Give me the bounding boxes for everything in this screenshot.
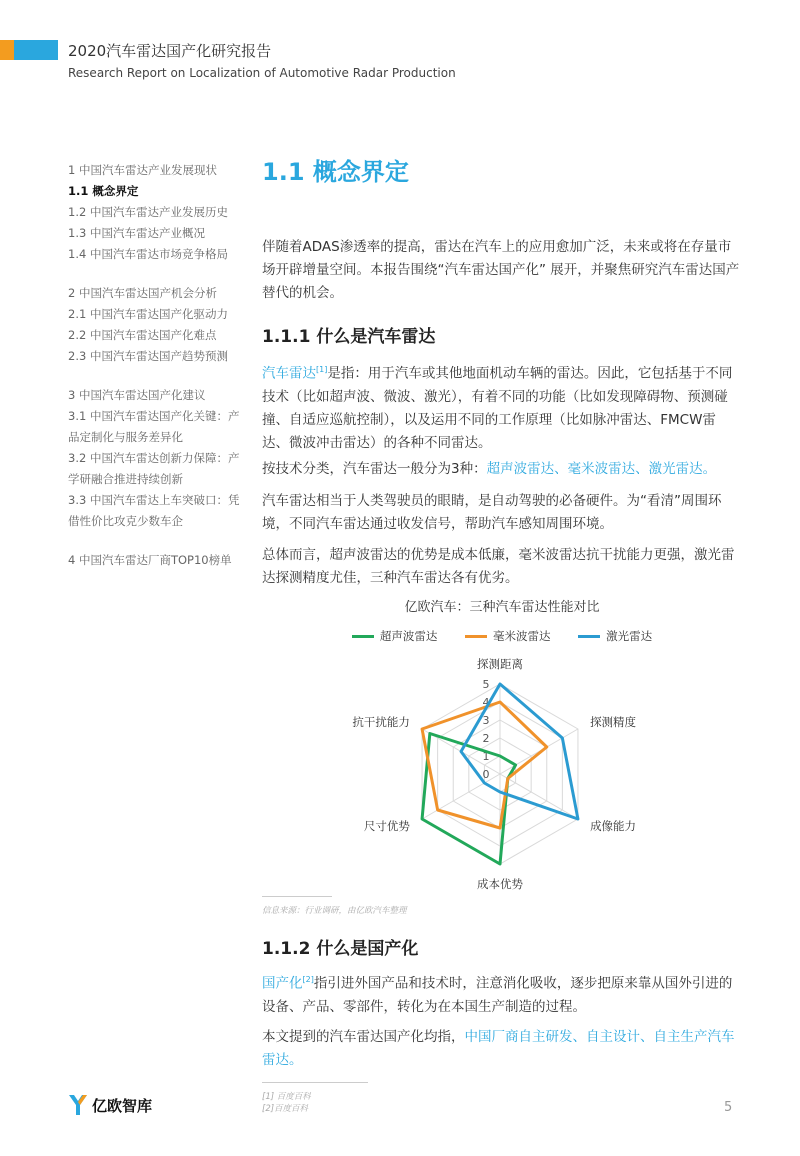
term-radar: 汽车雷达: [262, 365, 316, 382]
final-paragraph: [262, 1026, 742, 1072]
subsection-heading-localization: 1.1.2 什么是国产化: [262, 939, 419, 959]
radar-svg: [262, 596, 742, 896]
radar-types: 超声波雷达、毫米波雷达、激光雷达。: [486, 461, 717, 477]
final-highlight: 中国厂商自主研发、自主设计、自主生产汽车雷达。: [262, 1029, 735, 1068]
toc-item[interactable]: 4 中国汽车雷达厂商TOP10榜单: [68, 553, 232, 567]
axis-label: 尺寸优势: [363, 819, 410, 833]
axis-label: 抗干扰能力: [352, 715, 410, 729]
localization-definition-paragraph: [262, 968, 742, 1019]
logo: [68, 1093, 152, 1117]
radar-definition-paragraph: [262, 358, 742, 455]
report-title: 2020汽车雷达国产化研究报告: [68, 42, 272, 60]
radar-definition: 是指：用于汽车或其他地面机动车辆的雷达。因此，它包括基于不同技术（比如超声波、微波、激光），有着不同的功能（比如发现障碍物、预测碰撞、自适应巡航控制），以及运用不同的工作原理（比如脉冲雷达、FMCW雷达、微波冲击雷达）的各种不同雷达。: [262, 365, 733, 451]
toc-item[interactable]: 2.3 中国汽车雷达国产趋势预测: [68, 349, 228, 363]
toc-item-active[interactable]: 1.1 概念界定: [68, 184, 139, 198]
tick-label: 5: [482, 678, 490, 691]
footnote-ref-2[interactable]: [2]: [302, 975, 314, 984]
series-line: [461, 684, 578, 819]
toc-item[interactable]: 3.3 中国汽车雷达上车突破口：凭借性价比攻克少数车企: [68, 493, 240, 528]
legend-label: 毫米波雷达: [493, 629, 551, 643]
localization-definition: 指引进外国产品和技术时，注意消化吸收，逐步把原来靠从国外引进的设备、产品、零部件，转化为在本国生产制造的过程。: [262, 975, 733, 1015]
subsection-heading-radar: 1.1.1 什么是汽车雷达: [262, 327, 436, 347]
toc-item[interactable]: 3.1 中国汽车雷达国产化关键：产品定制化与服务差异化: [68, 409, 240, 444]
footnote-2: [2]百度百科: [262, 1104, 309, 1114]
legend-label: 超声波雷达: [379, 629, 438, 643]
toc-item[interactable]: 1.2 中国汽车雷达产业发展历史: [68, 205, 228, 219]
page-number: 5: [724, 1100, 733, 1115]
chart-title: 亿欧汽车：三种汽车雷达性能对比: [404, 600, 600, 615]
toc-item[interactable]: 1.3 中国汽车雷达产业概况: [68, 226, 205, 240]
tick-label: 2: [482, 732, 490, 745]
section-title: 1.1 概念界定: [262, 158, 409, 186]
header-accent-blue: [14, 40, 58, 60]
tick-label: 4: [482, 696, 490, 709]
toc-item[interactable]: 1.4 中国汽车雷达市场竞争格局: [68, 247, 228, 261]
toc-item[interactable]: 2 中国汽车雷达国产机会分析: [68, 286, 217, 300]
footnote-divider: [262, 1082, 368, 1083]
source-note: 信息来源：行业调研，由亿欧汽车整理: [262, 906, 407, 916]
eyes-paragraph: 汽车雷达相当于人类驾驶员的眼睛，是自动驾驶的必备硬件。为“看清”周围环境，不同汽车雷达通过收发信号，帮助汽车感知周围环境。: [262, 493, 722, 532]
final-prefix: 本文提到的汽车雷达国产化均指，: [262, 1029, 465, 1045]
tick-label: 3: [482, 714, 490, 727]
axis-label: 探测精度: [590, 715, 637, 729]
toc-item[interactable]: 3 中国汽车雷达国产化建议: [68, 388, 206, 402]
header-accent-orange: [0, 40, 14, 60]
tick-label: 1: [482, 750, 490, 763]
classification-prefix: 按技术分类，汽车雷达一般分为3种：: [262, 461, 487, 477]
axis-label: 成本优势: [477, 877, 523, 891]
report-subtitle: Research Report on Localization of Automotive Radar Production: [68, 66, 456, 80]
summary-paragraph: 总体而言，超声波雷达的优势是成本低廉，毫米波雷达抗干扰能力更强，激光雷达探测精度尤佳，三种汽车雷达各有优劣。: [262, 547, 735, 586]
classification-paragraph: [262, 458, 742, 481]
term-localization: 国产化: [262, 975, 303, 992]
intro-paragraph: 伴随着ADAS渗透率的提高，雷达在汽车上的应用愈加广泛，未来或将在存量市场开辟增量空间。本报告围绕“汽车雷达国产化” 展开，并聚焦研究汽车雷达国产替代的机会。: [262, 239, 740, 301]
radar-chart: [262, 596, 742, 896]
legend-label: 激光雷达: [606, 629, 653, 643]
toc-item[interactable]: 2.2 中国汽车雷达国产化难点: [68, 328, 217, 342]
axis-label: 探测距离: [477, 657, 523, 671]
table-of-contents: [68, 160, 248, 571]
footnote-ref-1[interactable]: [1]: [316, 365, 328, 374]
toc-item[interactable]: 1 中国汽车雷达产业发展现状: [68, 163, 217, 177]
axis-label: 成像能力: [590, 819, 637, 833]
toc-item[interactable]: 2.1 中国汽车雷达国产化驱动力: [68, 307, 228, 321]
toc-item[interactable]: 3.2 中国汽车雷达创新力保障：产学研融合推进持续创新: [68, 451, 240, 486]
footnote-1: [1] 百度百科: [262, 1092, 311, 1102]
logo-text: 亿欧智库: [92, 1096, 153, 1115]
tick-label: 0: [482, 768, 490, 781]
source-divider: [262, 896, 332, 897]
logo-mark-icon: [68, 1093, 88, 1117]
